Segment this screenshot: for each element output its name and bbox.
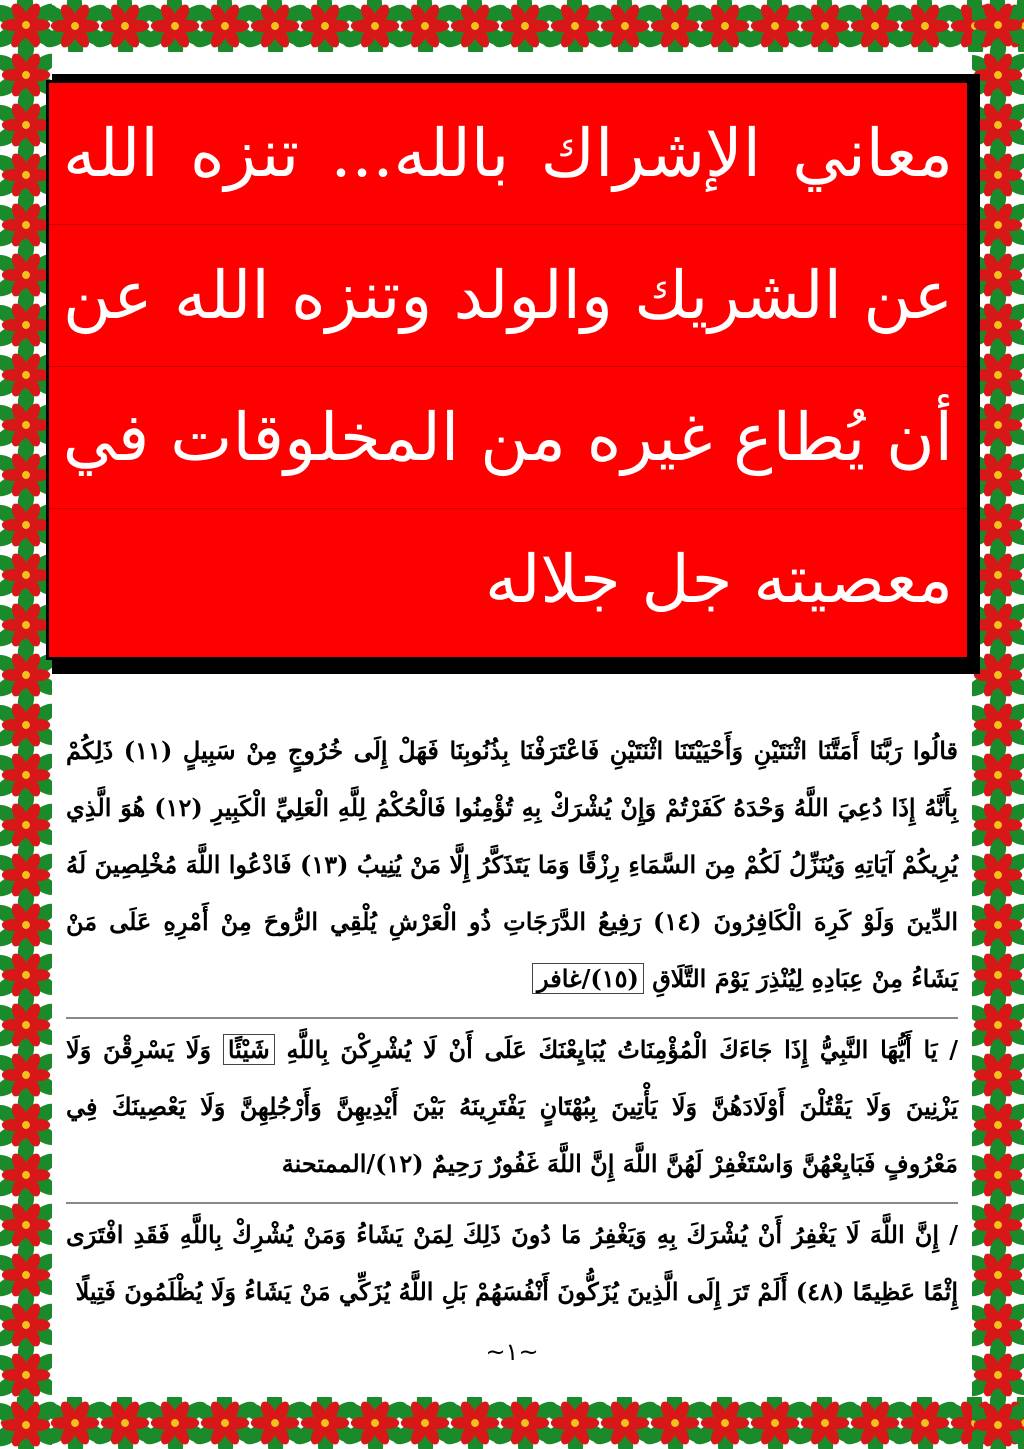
title-box bbox=[46, 80, 970, 660]
verse-nisa bbox=[66, 1202, 958, 1320]
title-line-1: معاني الإشراك بالله... تنزه الله bbox=[49, 83, 967, 225]
verse-ghafir bbox=[66, 722, 958, 1007]
title-line-4: معصيته جل جلاله bbox=[484, 541, 953, 618]
page-number: ~١~ bbox=[485, 1338, 539, 1366]
verse-ghafir-reference: (١٥)/غافر bbox=[532, 963, 644, 994]
verse-ghafir-text: قالُوا رَبَّنَا أَمَتَّنَا اثْنَتَيْنِ وَأَحْيَيْتَنَا اثْنَتَيْنِ فَاعْتَرَفْنَا بِذُنُوبِنَا فَهَلْ إِلَى خُرُوجٍ مِنْ سَبِيلٍ (١١) ذَلِكُمْ بِأَنَّهُ إِذَا دُعِيَ اللَّهُ وَحْدَهُ كَفَرْتُمْ وَإِنْ يُشْرَكْ بِهِ تُؤْمِنُوا فَالْحُكْمُ لِلَّهِ الْعَلِيِّ الْكَبِيرِ (١٢) هُوَ الَّذِي يُرِيكُمْ آيَاتِهِ وَيُنَزِّلُ لَكُمْ مِنَ السَّمَاءِ رِزْقًا وَمَا يَتَذَكَّرُ إِلَّا مَنْ يُنِيبُ (١٣) فَادْعُوا اللَّهَ مُخْلِصِينَ لَهُ الدِّينَ وَلَوْ كَرِهَ الْكَافِرُونَ (١٤) رَفِيعُ الدَّرَجَاتِ ذُو الْعَرْشِ يُلْقِي الرُّوحَ مِنْ أَمْرِهِ عَلَى مَنْ يَشَاءُ مِنْ عِبَادِهِ لِيُنْذِرَ يَوْمَ التَّلَاقِ bbox=[66, 736, 959, 993]
verse-mumtahina bbox=[66, 1017, 958, 1192]
verses-body bbox=[66, 722, 958, 1330]
poinsettia-border-bottom-icon bbox=[0, 1397, 1024, 1449]
title-line-3: أن يُطاع غيره من المخلوقات في bbox=[49, 367, 967, 509]
verse-nisa-text: / إِنَّ اللَّهَ لَا يَغْفِرُ أَنْ يُشْرَكَ بِهِ وَيَغْفِرُ مَا دُونَ ذَلِكَ لِمَنْ يَشَاءُ وَمَنْ يُشْرِكْ بِاللَّهِ فَقَدِ افْتَرَى إِثْمًا عَظِيمًا (٤٨) أَلَمْ تَرَ إِلَى الَّذِينَ يُزَكُّونَ أَنْفُسَهُمْ بَلِ اللَّهُ يُزَكِّي مَنْ يَشَاءُ وَلَا يُظْلَمُونَ فَتِيلًا bbox=[66, 1220, 958, 1306]
verse-mumtahina-pre: / يَا أَيُّهَا النَّبِيُّ إِذَا جَاءَكَ الْمُؤْمِنَاتُ يُبَايِعْنَكَ عَلَى أَنْ لَا يُشْرِكْنَ بِاللَّهِ bbox=[286, 1035, 958, 1064]
verse-mumtahina-text: وَلَا يَسْرِقْنَ وَلَا يَزْنِينَ وَلَا يَقْتُلْنَ أَوْلَادَهُنَّ وَلَا يَأْتِينَ بِبُهْتَانٍ يَفْتَرِينَهُ بَيْنَ أَيْدِيهِنَّ وَأَرْجُلِهِنَّ وَلَا يَعْصِينَكَ فِي مَعْرُوفٍ فَبَايِعْهُنَّ وَاسْتَغْفِرْ لَهُنَّ اللَّهَ إِنَّ اللَّهَ غَفُورٌ رَحِيمٌ (١٢)/الممتحنة bbox=[66, 1035, 958, 1178]
verse-mumtahina-highlight: شَيْئًا bbox=[223, 1034, 275, 1065]
title-line-2: عن الشريك والولد وتنزه الله عن bbox=[49, 225, 967, 367]
poinsettia-border-left-icon bbox=[0, 0, 52, 1449]
poinsettia-border-top-icon bbox=[0, 0, 1024, 52]
